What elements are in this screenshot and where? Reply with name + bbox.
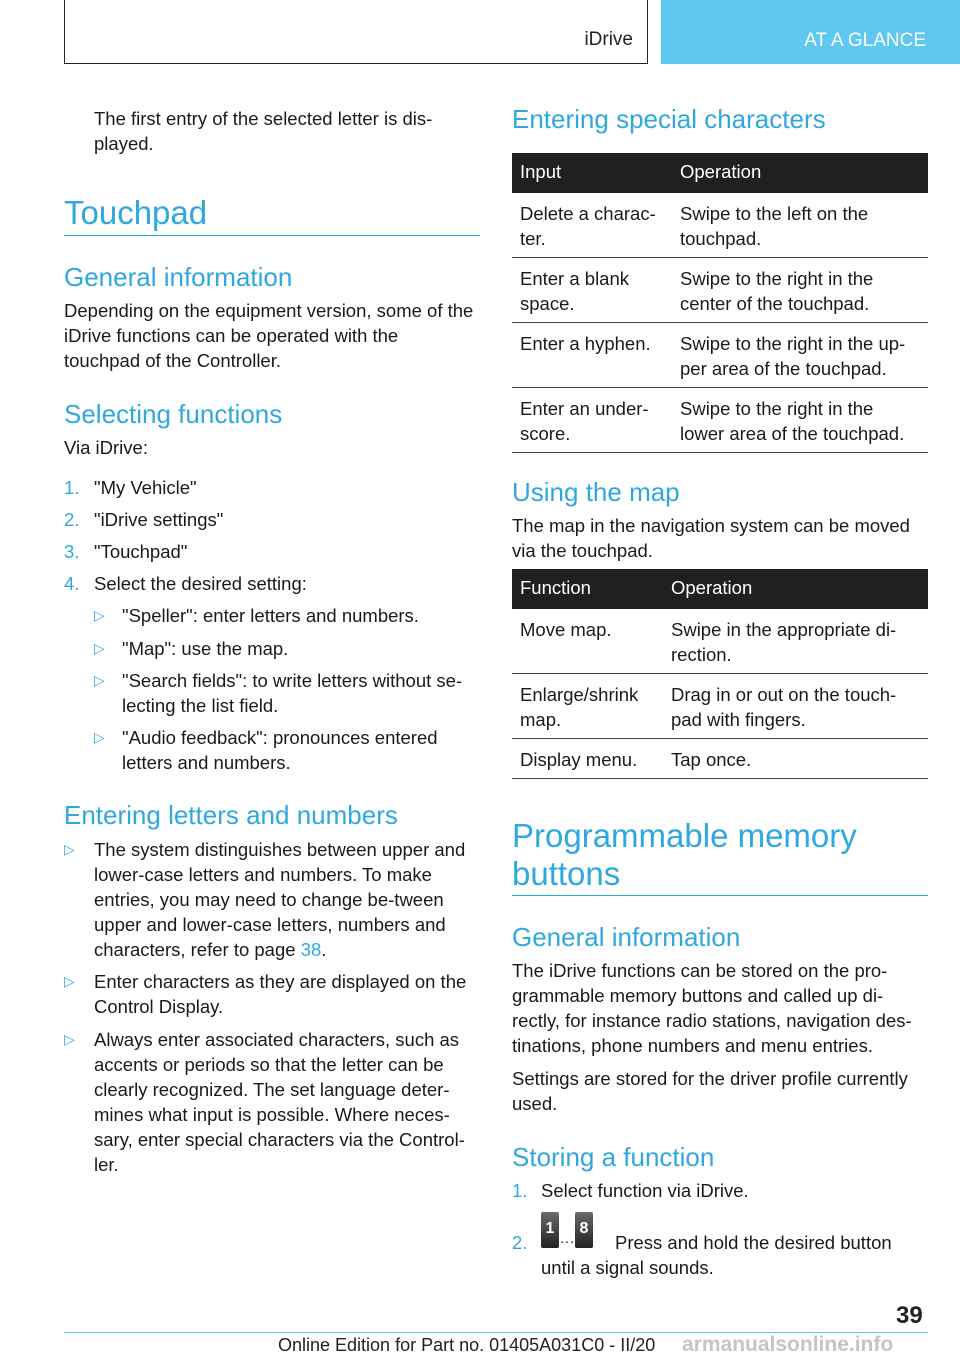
- step-number: 2.: [512, 1232, 528, 1253]
- touchpad-title: Touchpad: [64, 194, 208, 231]
- table-cell: Enter a hyphen.: [520, 333, 651, 354]
- table-cell: Swipe to the right in the up- per area of the touchpad.: [680, 333, 906, 379]
- header-section-box: [64, 0, 648, 64]
- table-cell: Swipe to the right in the lower area of the touchpad.: [680, 398, 905, 444]
- entering-bullet-after: .: [321, 939, 327, 960]
- step-text: Press and hold the desired button until a signal sounds.: [541, 1232, 892, 1278]
- memory-general-title: General information: [512, 922, 741, 952]
- table-cell: Tap once.: [671, 749, 752, 770]
- header-section-label: iDrive: [584, 29, 633, 50]
- memory-button-1-icon: 1: [541, 1212, 559, 1248]
- using-map-text: The map in the navigation system can be moved via the touchpad.: [512, 515, 910, 561]
- table-cell: Enlarge/shrink map.: [520, 684, 639, 730]
- step-text: "My Vehicle": [94, 477, 197, 498]
- entering-letters-title: Entering letters and numbers: [64, 800, 398, 830]
- map-table: [512, 569, 928, 779]
- setting-option: "Audio feedback": pronounces entered letters and numbers.: [122, 727, 438, 773]
- step-text: "Touchpad": [94, 541, 188, 562]
- touchpad-title-rule: [64, 235, 480, 236]
- memory-buttons-title: Programmable memory buttons: [512, 817, 857, 892]
- table-cell: Swipe in the appropriate di- rection.: [671, 619, 897, 665]
- step-number: 4.: [64, 573, 80, 594]
- step-number: 3.: [64, 541, 80, 562]
- entering-bullet-text: The system distinguishes between upper and lower-case letters and numbers. To make entries, you may need to change be-tween upper and lower-case letters, numbers and characters, refer to page: [94, 839, 466, 960]
- ellipsis: …: [559, 1230, 575, 1247]
- bullet-triangle-icon: ▷: [94, 640, 105, 656]
- setting-option: "Speller": enter letters and numbers.: [122, 605, 419, 626]
- table-row: [512, 258, 928, 323]
- table-cell: Delete a charac- ter.: [520, 203, 656, 249]
- entering-bullet: Enter characters as they are displayed on the Control Display.: [94, 971, 467, 1017]
- bullet-triangle-icon: ▷: [64, 973, 75, 989]
- table-row: [512, 193, 928, 258]
- memory-general-text: The iDrive functions can be stored on the pro-grammable memory buttons and called up di-rectly, for instance radio stations, navigation des-tinations, phone numbers and menu entries.: [512, 960, 912, 1056]
- via-idrive-label: Via iDrive:: [64, 437, 148, 458]
- page-reference-link[interactable]: 38: [300, 939, 322, 960]
- using-map-title: Using the map: [512, 477, 680, 507]
- bullet-triangle-icon: ▷: [94, 607, 105, 623]
- table-cell: Swipe to the left on the touchpad.: [680, 203, 869, 249]
- memory-profile-text: Settings are stored for the driver profile currently used.: [512, 1068, 908, 1114]
- bullet-triangle-icon: ▷: [94, 672, 105, 688]
- storing-function-title: Storing a function: [512, 1142, 715, 1172]
- table-cell: Drag in or out on the touch- pad with fingers.: [671, 684, 897, 730]
- general-info-text: Depending on the equipment version, some of the iDrive functions can be operated with the touchpad of the Controller.: [64, 300, 474, 371]
- special-characters-title: Entering special characters: [512, 104, 826, 134]
- step-text: "iDrive settings": [94, 509, 224, 530]
- general-info-title: General information: [64, 262, 293, 292]
- step-text: Select function via iDrive.: [541, 1180, 749, 1201]
- entering-bullet: [94, 837, 480, 962]
- memory-title-rule: [512, 895, 928, 896]
- table-cell: Move map.: [520, 619, 612, 640]
- table-header-cell: Operation: [680, 161, 762, 182]
- table-cell: Swipe to the right in the center of the touchpad.: [680, 268, 874, 314]
- table-header: [512, 153, 928, 193]
- page-number: 39: [896, 1302, 923, 1329]
- step-number: 2.: [64, 509, 80, 530]
- table-row: [512, 674, 928, 739]
- watermark: armanualsonline.info: [682, 1333, 894, 1356]
- selecting-functions-title: Selecting functions: [64, 399, 283, 429]
- step-text: Select the desired setting:: [94, 573, 307, 594]
- setting-option: "Map": use the map.: [122, 638, 289, 659]
- memory-button-8-icon: 8: [575, 1212, 593, 1248]
- footer-edition: Online Edition for Part no. 01405A031C0 - II/20: [278, 1335, 656, 1355]
- table-cell: Display menu.: [520, 749, 638, 770]
- bullet-triangle-icon: ▷: [64, 1031, 75, 1047]
- header-chapter-label: AT A GLANCE: [804, 30, 926, 51]
- table-row: [512, 323, 928, 388]
- table-row: [512, 388, 928, 453]
- step-number: 1.: [512, 1180, 528, 1201]
- table-row: [512, 609, 928, 674]
- table-header-cell: Function: [520, 577, 591, 598]
- table-row: [512, 739, 928, 779]
- special-characters-table: [512, 153, 928, 453]
- header-chapter-tab: [661, 0, 960, 64]
- entering-bullet: Always enter associated characters, such as accents or periods so that the letter can be clearly recognized. The set language deter-mines what input is possible. Where neces-sary, enter special characters via the Control-ler.: [94, 1029, 465, 1175]
- bullet-triangle-icon: ▷: [94, 729, 105, 745]
- table-header-cell: Input: [520, 161, 562, 182]
- table-header-cell: Operation: [671, 577, 753, 598]
- table-cell: Enter a blank space.: [520, 268, 630, 314]
- table-cell: Enter an under- score.: [520, 398, 649, 444]
- step-number: 1.: [64, 477, 80, 498]
- table-header: [512, 569, 928, 609]
- intro-text: The first entry of the selected letter is dis- played.: [94, 108, 433, 154]
- bullet-triangle-icon: ▷: [64, 841, 75, 857]
- setting-option: "Search fields": to write letters without se- lecting the list field.: [122, 670, 463, 716]
